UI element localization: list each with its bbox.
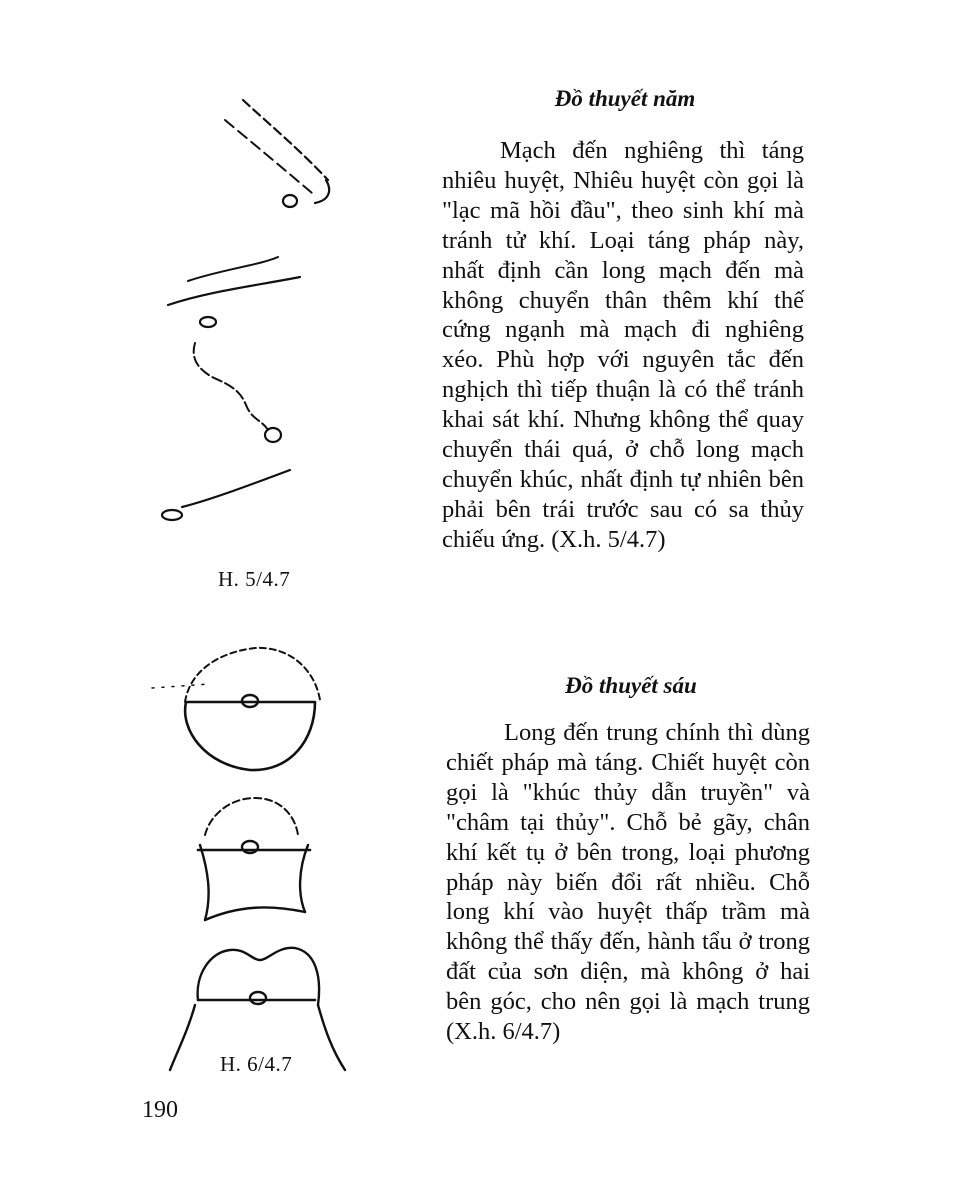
section-6-paragraph: Long đến trung chính thì dùng chiết pháp mà táng. Chiết huyệt còn gọi là "khúc thủy dẫn truyền" và "châm tại thủy". Chỗ bẻ gãy, chân khí kết tụ ở bên trong, loại phương pháp này biến đổi rất nhiều. Chỗ long khí vào huyệt thấp trầm mà không thể thấy đến, hành tẩu ở trong đất của sơn diện, mà không ở hai bên góc, cho nên gọi là mạch trung (X.h. 6/4.7) [446, 719, 810, 1046]
fig6-bottom-point [250, 992, 266, 1004]
fig6-top-arc [185, 648, 320, 702]
fig5-lower-stroke [225, 120, 312, 193]
fig5-upper-stroke [243, 100, 328, 180]
section-5-paragraph: Mạch đến nghiêng thì táng nhiêu huyệt, Nhiêu huyệt còn gọi là "lạc mã hồi đầu", theo sinh khí mà tránh tử khí. Loại táng pháp này, nhất định cần long mạch đến mà không chuyển thân thêm khí thế cứng ngạnh mà mạch đi nghiêng xéo. Phù hợp với nguyên tắc đến nghịch thì tiếp thuận là có thể tránh khai sát khí. Nhưng không thể quay chuyển thái quá, ở chỗ long mạch chuyển khúc, nhất định tự nhiên bên phải bên trái trước sau có sa thủy chiếu ứng. (X.h. 5/4.7) [442, 137, 804, 553]
fig6-mid-top-curve [205, 798, 298, 835]
section-5-heading: Đồ thuyết năm [554, 86, 696, 111]
figure-6-drawing [150, 630, 370, 1090]
figure-5-drawing [140, 85, 400, 555]
fig6-top-dots [152, 684, 210, 688]
fig5-winding-path [194, 343, 268, 430]
figure-5-caption: H. 5/4.7 [218, 567, 291, 591]
section-6-heading: Đồ thuyết sáu [565, 673, 697, 698]
fig5-bottom-point [162, 510, 182, 520]
figure-6-caption: H. 6/4.7 [220, 1052, 293, 1076]
section-5-body [442, 136, 804, 555]
fig5-bottom-line [182, 470, 290, 507]
fig6-bottom-left-leg [170, 1005, 195, 1070]
fig5-mid-point [200, 317, 216, 327]
fig5-top-point [283, 195, 297, 207]
fig5-mid-arc-1 [188, 257, 278, 281]
fig5-lower-point [265, 428, 281, 442]
fig6-mid-left-side [200, 845, 209, 920]
fig6-mid-right-side [300, 845, 308, 912]
fig5-hook [315, 180, 329, 203]
fig6-bottom-top-curve [198, 948, 319, 1005]
section-6-body [446, 718, 810, 1047]
fig6-bottom-right-leg [318, 1005, 345, 1070]
fig6-top-bowl [185, 702, 315, 770]
fig6-mid-bottom-curve [205, 907, 305, 920]
page-number: 190 [142, 1097, 178, 1123]
